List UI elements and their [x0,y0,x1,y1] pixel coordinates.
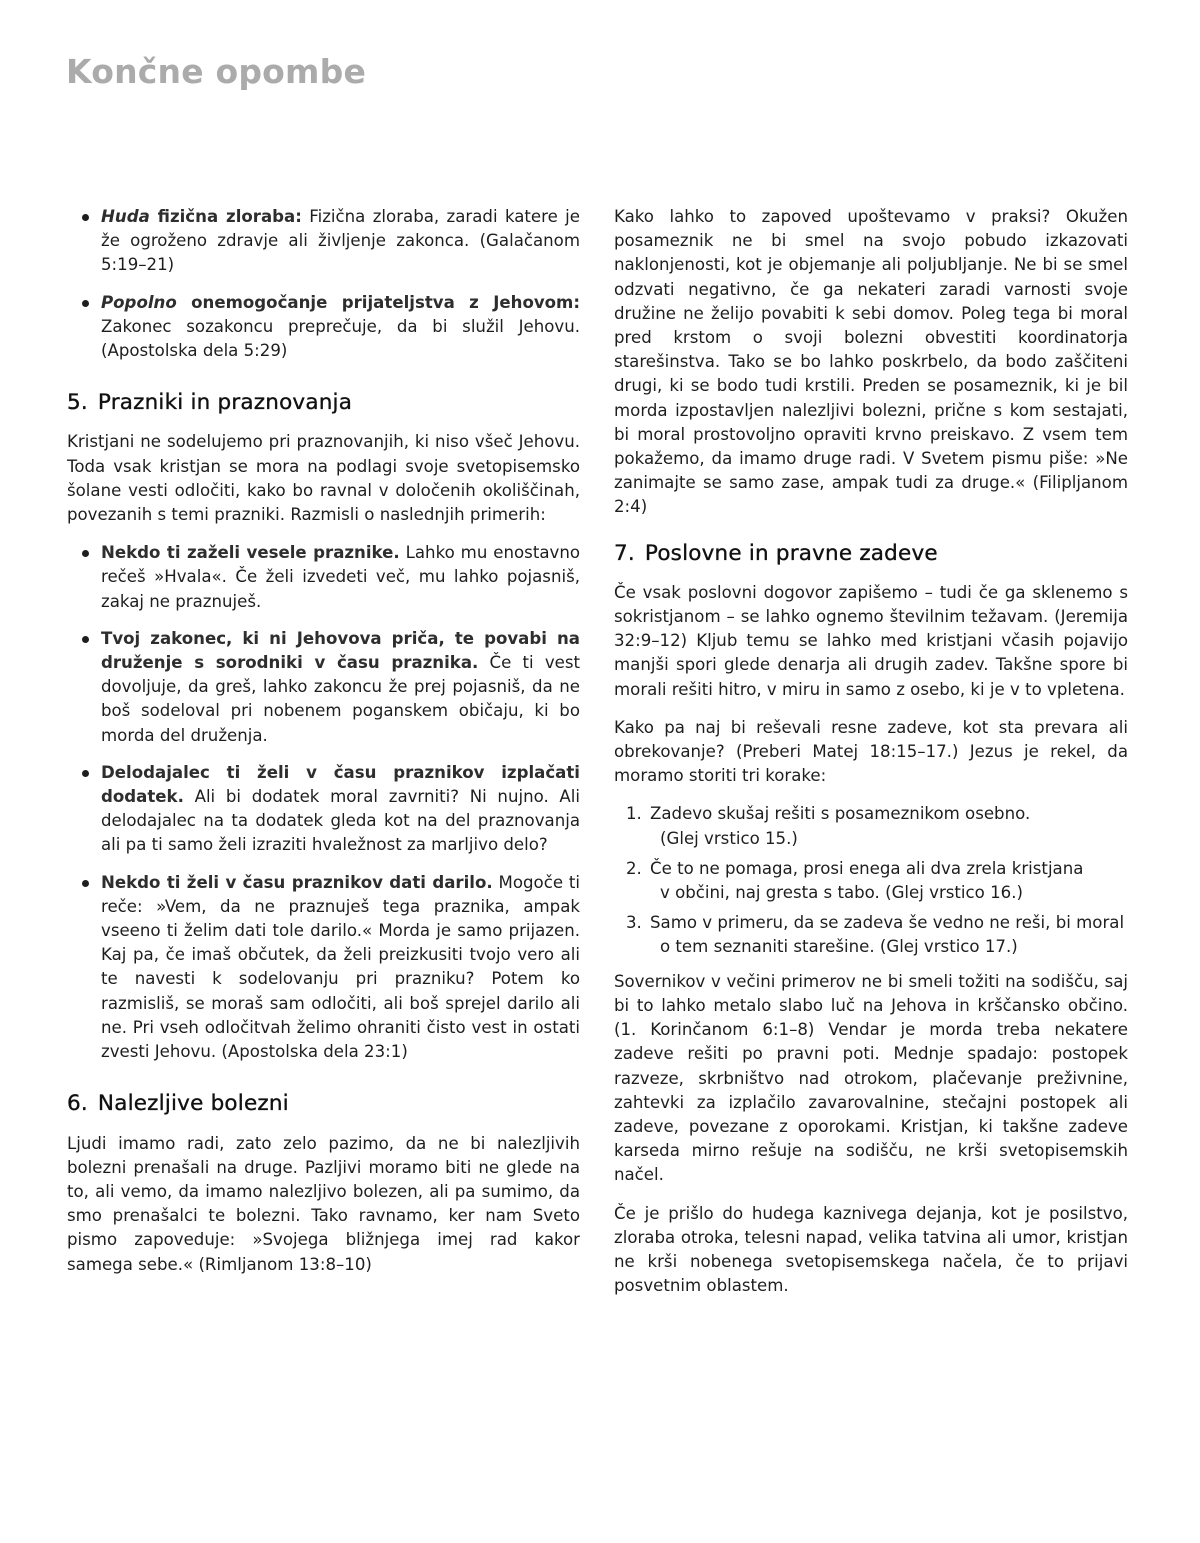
right-column [614,205,1128,1312]
section-heading-legal: 7. Poslovne in pravne zadeve [614,540,938,566]
section-paragraph: Sovernikov v večini primerov ne bi smeli tožiti na sodišču, saj bi to lahko metalo slabo luč na Jehova in krščansko občino. (1. Korinčanom 6:1–8) Vendar je morda treba nekatere zadeve rešiti po pravni poti. Mednje spadajo: postopek razveze, skrbništvo nad otrokom, plačevanje preživnine, zahtevki za izplačilo zavarovalnine, stečajni postopek ali zadeve, povezane z oporokami. Kristjan, ki takšne zadeve karseda mirno rešuje na sodišču, ne krši svetopisemskih načel. [614,971,1128,1185]
bullet-text: Fizična zloraba, zaradi katere je že ogroženo zdravje ali življenje zakonca. (Galačanom 5:19–21) [101,207,581,275]
bullet-text: Lahko mu enostavno rečeš »Hvala«. Če želi izvedeti več, mu lahko pojasniš, zakaj ne praznuješ. [101,543,580,611]
bullet-item [67,871,580,1065]
section-paragraph: Kako pa naj bi reševali resne zadeve, kot sta prevara ali obrekovanje? (Preberi Matej 18:15–17.) Jezus je rekel, da moramo storiti tri korake: [614,717,1128,786]
bullet-text: Če ti vest dovoljuje, da greš, lahko zakoncu že prej pojasniš, da ne boš sodeloval pri nobenem poganskem običaju, ki bo morda del druženja. [101,653,581,745]
bullet-icon [82,880,89,887]
section-heading-diseases: 6. Nalezljive bolezni [67,1091,289,1117]
section-paragraph: Ljudi imamo radi, zato zelo pazimo, da ne bi nalezljivih bolezni prenašali na druge. Pazljivi moramo biti ne glede na to, ali vemo, da imamo nalezljivo bolezen, ali pa sumimo, da smo prenašalci te bolezni. Tako ravnamo, ker nam Sveto pismo zapoveduje: »Svojega bližnjega imej rad kakor samega sebe.« (Rimljanom 13:8–10) [67,1133,580,1274]
bullet-icon [82,550,89,557]
bullet-lead: Nekdo ti zaželi vesele praznike. [101,543,400,563]
step-item: 2. Če to ne pomaga, prosi enega ali dva zrela kristjana v občini, naj gresta s tabo. (Glej vrstico 16.) [626,858,1084,903]
bullet-lead: Tvoj zakonec, ki ni Jehovova priča, te povabi na druženje s sorodniki v času praznika. [101,628,580,673]
section-paragraph: Če vsak poslovni dogovor zapišemo – tudi če ga sklenemo s sokristjanom – se lahko ognemo številnim težavam. (Jeremija 32:9–12) Kljub temu se lahko med kristjani včasih pojavijo manjši spori glede denarja ali drugih zadev. Takšne spore bi morali rešiti hitro, v miru in samo z osebo, ki je v to vpletena. [614,582,1128,699]
section-paragraph: Kristjani ne sodelujemo pri praznovanjih, ki niso všeč Jehovu. Toda vsak kristjan se mora na podlagi svoje svetopisemsko šolane vesti odločiti, kako bo ravnal v določenih okoliščinah, povezanih s temi prazniki. Razmisli o naslednjih primerih: [67,432,580,525]
bullet-item [67,205,580,278]
bullet-lead: Nekdo ti želi v času praznikov dati darilo. [101,872,493,892]
bullet-item [67,627,580,748]
bullet-icon [82,636,89,643]
steps-list [614,802,1128,959]
bullet-lead: Huda fizična zloraba: [101,207,302,226]
holiday-bullet-list [67,541,580,1064]
section-paragraph: Kako lahko to zapoved upoštevamo v praksi? Okužen posameznik ne bi smel na svojo pobudo izkazovati naklonjenosti, kot je objemanje ali poljubljanje. Ne bi se smel odzvati negativno, če ga nekateri zaradi varnosti svoje družine ne želijo povabiti k sebi domov. Poleg tega bi moral pred krstom o svoji bolezni obvestiti koordinatorja starešinstva. Tako se bo lahko poskrbelo, da bodo zaščiteni drugi, ki se bodo tudi krstili. Preden se posameznik, ki je bil morda izpostavljen nalezljivi bolezni, prične s kom sestajati, bi moral prostovoljno opraviti krvno preiskavo. Z vsem tem pokažemo, da imamo druge radi. V Svetem pismu piše: »Ne zanimajte se samo zase, ampak tudi za druge.« (Filipljanom 2:4) [614,207,1128,517]
bullet-icon [82,770,89,777]
section-heading-holidays: 5. Prazniki in praznovanja [67,390,353,416]
left-column [67,205,580,1291]
bullet-text: Mogoče ti reče: »Vem, da ne praznuješ tega praznika, ampak vseeno ti želim dati tole darilo.« Morda je samo prijazen. Kaj pa, če imaš občutek, da želi preizkusiti tvojo vero ali te navesti k sodelovanju pri prazniku? Potem ko razmisliš, se moraš sam odločiti, ali boš sprejel darilo ali ne. Pri vseh odločitvah želimo ohraniti čisto vest in ostati zvesti Jehovu. (Apostolska dela 23:1) [101,872,581,1062]
bullet-item [67,291,580,364]
bullet-icon [82,300,89,307]
bullet-lead: Delodajalec ti želi v času praznikov izplačati dodatek. [101,762,580,807]
abuse-bullet-list [67,205,580,363]
page-title: Končne opombe [66,52,367,91]
bullet-lead: Popolno onemogočanje prijateljstva z Jehovom: [101,292,580,312]
bullet-icon [82,214,89,221]
section-paragraph: Če je prišlo do hudega kaznivega dejanja, kot je posilstvo, zloraba otroka, telesni napad, velika tatvina ali umor, kristjan ne krši nobenega svetopisemskega načela, če to prijavi posvetnim oblastem. [614,1203,1128,1296]
bullet-item [67,541,580,614]
bullet-item [67,761,580,858]
bullet-text: Zakonec sozakoncu preprečuje, da bi služil Jehovu. (Apostolska dela 5:29) [101,316,580,361]
step-item: 1. Zadevo skušaj rešiti s posameznikom osebno. (Glej vrstico 15.) [626,804,1031,848]
step-item: 3. Samo v primeru, da se zadeva še vedno ne reši, bi moral o tem seznaniti starešine. (Glej vrstico 17.) [626,913,1125,957]
bullet-text: Ali bi dodatek moral zavrniti? Ni nujno. Ali delodajalec na ta dodatek gleda kot na del praznovanja ali pa ti samo želi izraziti hvaležnost za marljivo delo? [101,787,580,855]
